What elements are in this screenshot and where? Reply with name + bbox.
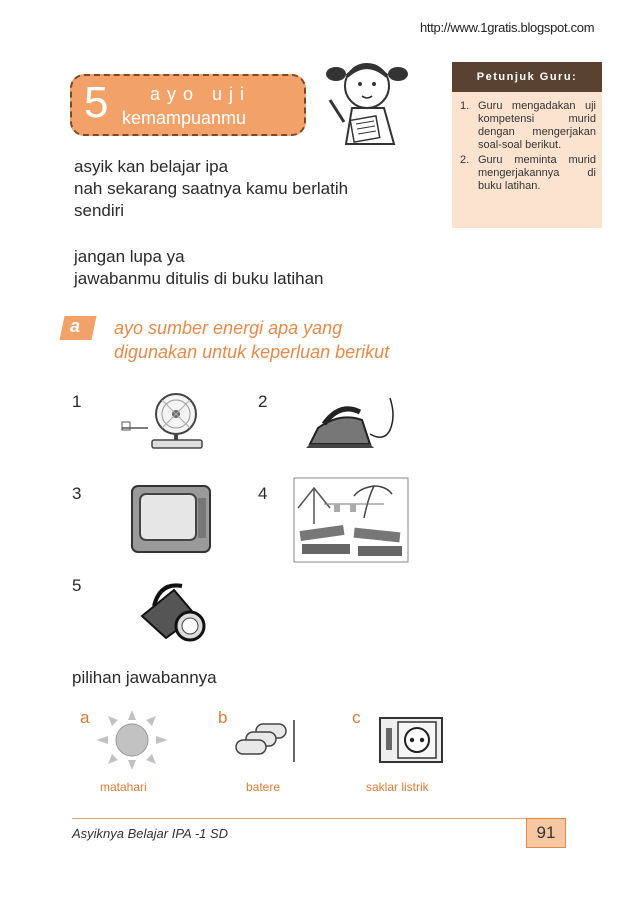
option-label: matahari <box>100 780 147 794</box>
intro-line: jangan lupa ya <box>74 247 185 266</box>
question-number: 4 <box>258 484 268 503</box>
sun-icon <box>94 708 170 772</box>
teacher-note-text: Guru mengadakan uji kompetensi murid dengan mengerjakan soal-soal berikut. <box>478 100 596 151</box>
tv-icon <box>130 484 212 556</box>
iron-icon <box>300 390 410 460</box>
question-number: 3 <box>72 484 82 503</box>
teacher-note-item <box>460 100 596 152</box>
option-letter: a <box>80 708 90 727</box>
question-number: 5 <box>72 576 82 595</box>
badge-title-line1: ayo uji <box>150 84 252 104</box>
socket-icon <box>378 716 444 764</box>
intro-line: jawabanmu ditulis di buku latihan <box>74 269 324 288</box>
badge-title-line2: kemampuanmu <box>122 108 247 128</box>
footer-book-title: Asyiknya Belajar IPA -1 SD <box>72 826 229 841</box>
section-instruction-line: ayo sumber energi apa yang <box>114 318 343 338</box>
option-label: batere <box>246 780 281 794</box>
teacher-note-text: Guru meminta murid mengerjakannya di buku latihan. <box>478 154 596 192</box>
header-url: http://www.1gratis.blogspot.com <box>420 20 595 35</box>
drying-field-icon <box>294 478 408 562</box>
question-number: 2 <box>258 392 268 411</box>
badge-number: 5 <box>84 78 109 127</box>
option-label: saklar listrik <box>366 780 429 794</box>
option-letter: c <box>352 708 361 727</box>
teacher-note-number: 1. <box>460 100 470 112</box>
choices-heading: pilihan jawabannya <box>72 668 217 687</box>
question-number: 1 <box>72 392 82 411</box>
teacher-notes-title: Petunjuk Guru: <box>452 62 602 92</box>
teacher-notes-list <box>460 100 596 195</box>
fan-icon <box>118 388 214 452</box>
footer-divider <box>72 818 566 819</box>
intro-line: sendiri <box>74 201 125 220</box>
option-letter: b <box>218 708 228 727</box>
teacher-note-number: 2. <box>460 154 470 166</box>
section-letter: a <box>70 316 81 336</box>
battery-icon <box>232 718 302 764</box>
intro-line: asyik kan belajar ipa <box>74 157 229 176</box>
flashlight-icon <box>134 576 214 644</box>
page-number: 91 <box>526 818 566 848</box>
teacher-note-item <box>460 154 596 193</box>
intro-line: nah sekarang saatnya kamu berlatih <box>74 179 349 198</box>
section-instruction-line: digunakan untuk keperluan berikut <box>114 342 390 362</box>
section-instruction <box>114 316 474 364</box>
girl-writing-icon <box>322 52 422 152</box>
